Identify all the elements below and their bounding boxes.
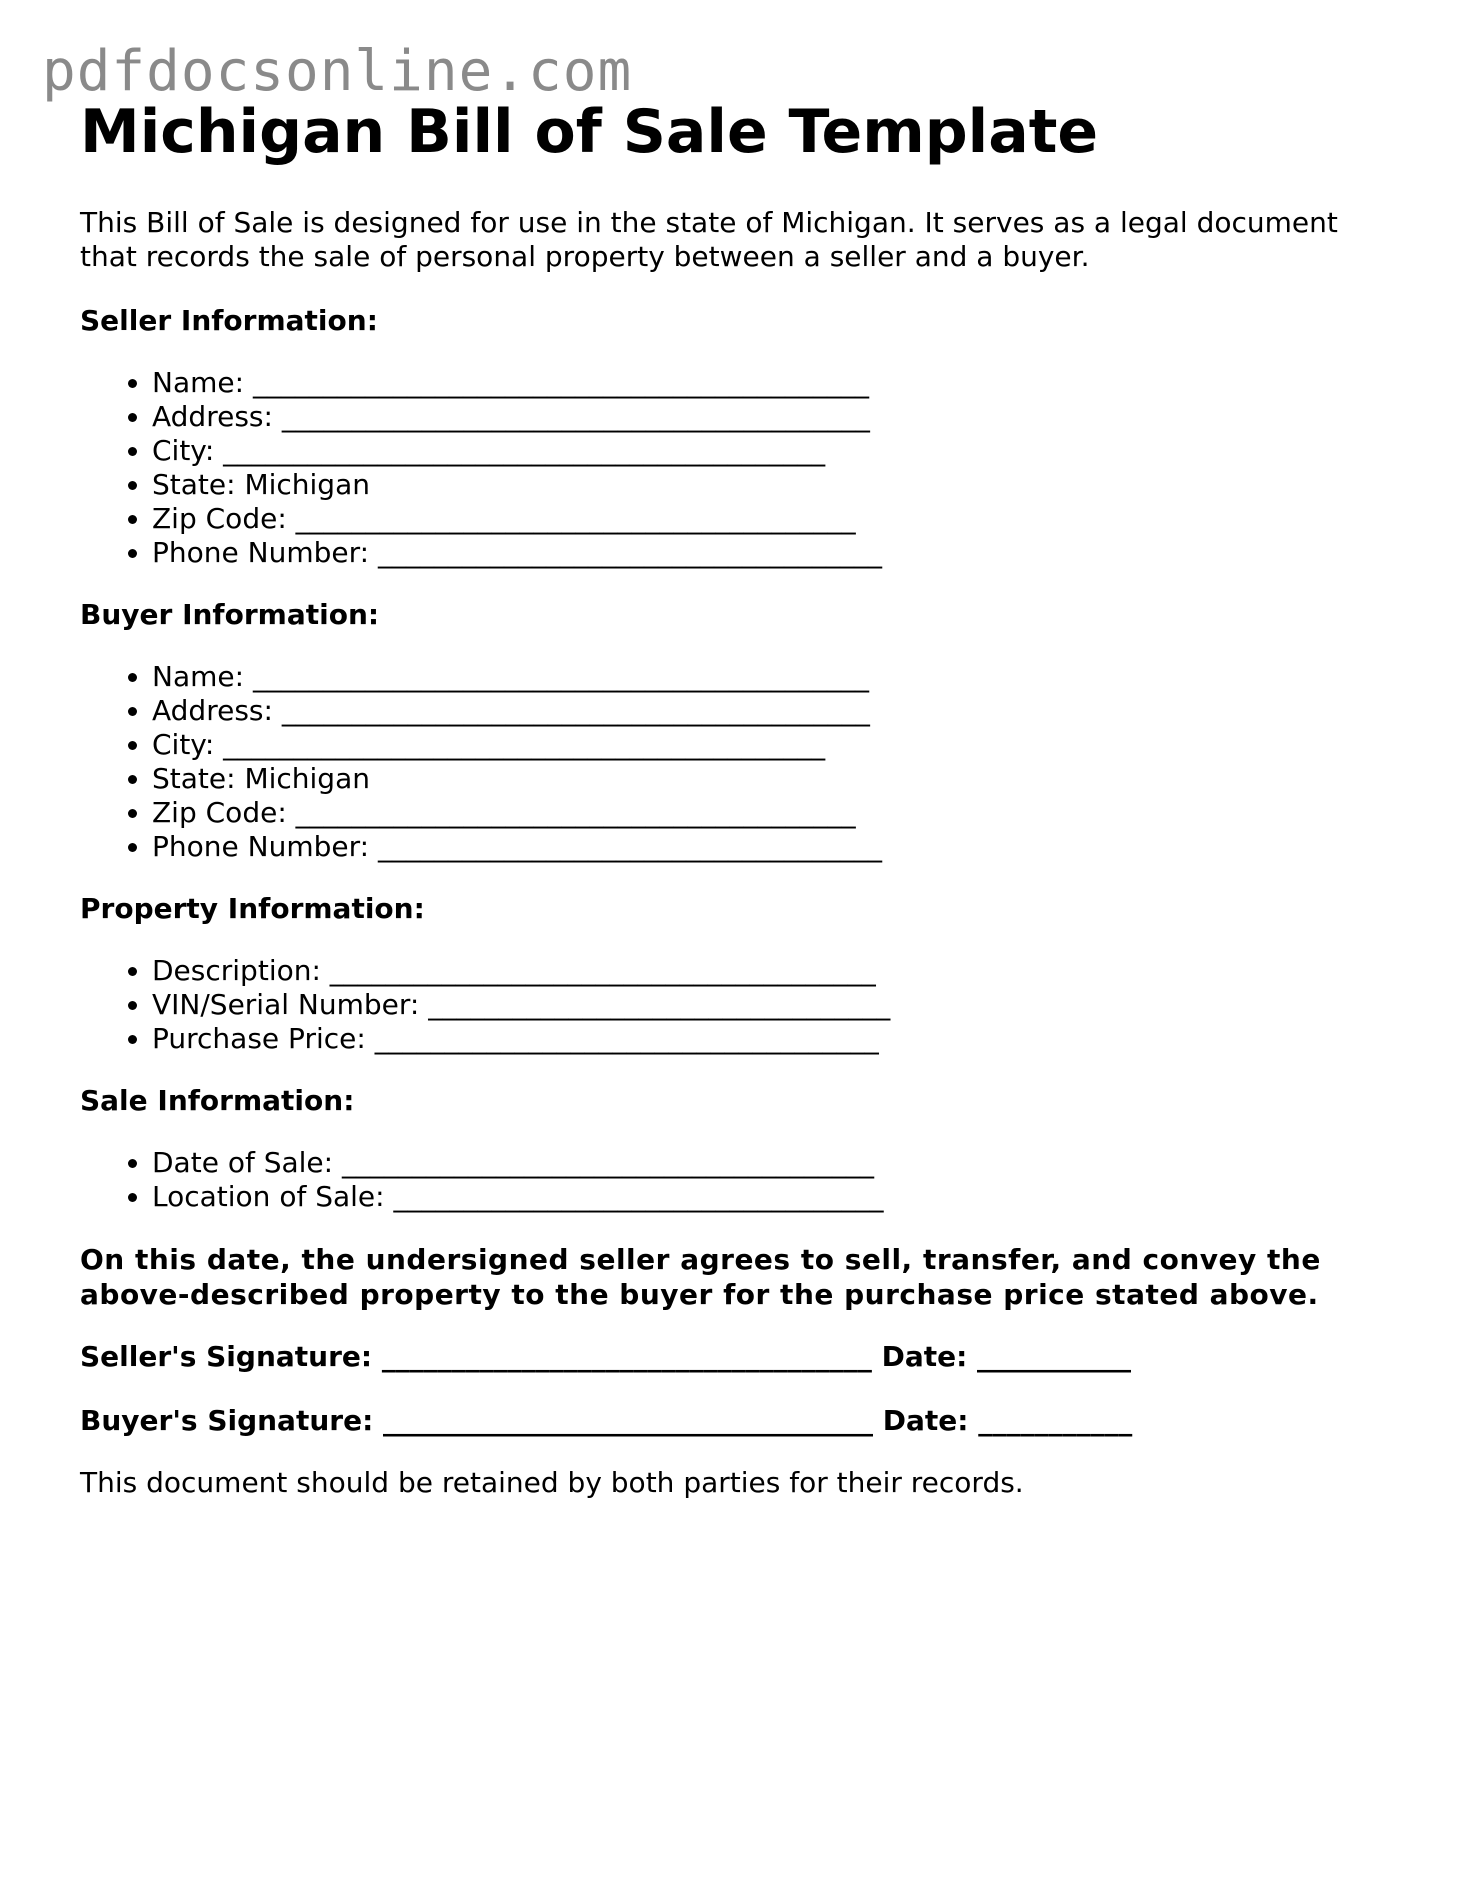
sale-location-field: • Location of Sale: ___________________________________ xyxy=(152,1180,1400,1214)
closing-note: This document should be retained by both parties for their records. xyxy=(80,1466,1024,1499)
buyer-zip-field: • Zip Code: ________________________________________ xyxy=(152,796,1400,830)
property-description-field: • Description: _______________________________________ xyxy=(152,954,1400,988)
buyer-field-list xyxy=(80,660,1400,864)
property-vin-field: • VIN/Serial Number: _________________________________ xyxy=(152,988,1400,1022)
seller-name-field: • Name: ____________________________________________ xyxy=(152,366,1400,400)
sale-section-heading: Sale Information: xyxy=(80,1084,355,1117)
sale-field-list xyxy=(80,1146,1400,1214)
watermark: pdfdocsonline.com xyxy=(42,39,633,104)
property-section-heading: Property Information: xyxy=(80,892,425,925)
document-body xyxy=(80,96,1400,1500)
seller-address-field: • Address: __________________________________________ xyxy=(152,400,1400,434)
intro-paragraph: This Bill of Sale is designed for use in the state of Michigan. It serves as a legal document that records the sale of personal property between a seller and a buyer. xyxy=(80,206,1338,273)
sale-date-field: • Date of Sale: ______________________________________ xyxy=(152,1146,1400,1180)
seller-zip-field: • Zip Code: ________________________________________ xyxy=(152,502,1400,536)
seller-phone-field: • Phone Number: ____________________________________ xyxy=(152,536,1400,570)
buyer-city-field: • City: ___________________________________________ xyxy=(152,728,1400,762)
buyer-name-field: • Name: ____________________________________________ xyxy=(152,660,1400,694)
seller-section-heading: Seller Information: xyxy=(80,304,378,337)
property-field-list xyxy=(80,954,1400,1056)
buyer-phone-field: • Phone Number: ____________________________________ xyxy=(152,830,1400,864)
seller-state-field: • State: Michigan xyxy=(152,468,1400,502)
seller-signature-line: Seller's Signature: ___________________________________ Date: ___________ xyxy=(80,1340,1132,1373)
agreement-statement: On this date, the undersigned seller agrees to sell, transfer, and convey the above-described property to the buyer for the purchase price stated above. xyxy=(80,1243,1321,1311)
page-title: Michigan Bill of Sale Template xyxy=(80,97,1099,167)
seller-city-field: • City: ___________________________________________ xyxy=(152,434,1400,468)
buyer-address-field: • Address: __________________________________________ xyxy=(152,694,1400,728)
buyer-signature-line: Buyer's Signature: ___________________________________ Date: ___________ xyxy=(80,1404,1133,1437)
buyer-state-field: • State: Michigan xyxy=(152,762,1400,796)
property-price-field: • Purchase Price: ____________________________________ xyxy=(152,1022,1400,1056)
buyer-section-heading: Buyer Information: xyxy=(80,598,380,631)
seller-field-list xyxy=(80,366,1400,570)
